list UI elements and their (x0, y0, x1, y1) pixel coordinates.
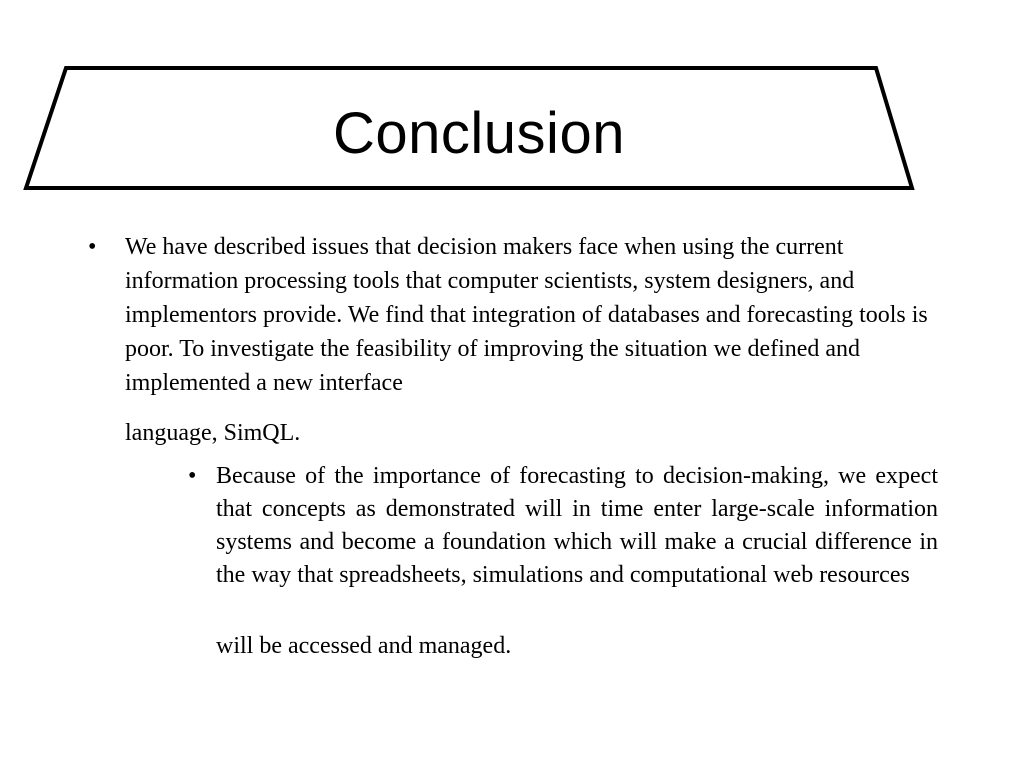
sub-bullet-text: Because of the importance of forecasting to decision-making, we expect that concepts as demonstrated will in time enter large-scale information systems and become a foundation which will make a crucial difference in the way that spreadsheets, simulations and computational web resources (216, 463, 938, 588)
bullet-marker: • (88, 234, 97, 260)
slide-title: Conclusion (333, 101, 625, 166)
bullet-text-continuation: language, SimQL. (125, 420, 301, 446)
sub-bullet-marker: • (188, 463, 197, 489)
bullet-text: We have described issues that decision makers face when using the current information processing tools that computer scientists, system designers, and implementors provide. We find that integration of databases and forecasting tools is poor. To investigate the feasibility of improving the situation we defined and implemented a new interface (125, 234, 928, 396)
sub-bullet-text-continuation: will be accessed and managed. (216, 633, 512, 659)
